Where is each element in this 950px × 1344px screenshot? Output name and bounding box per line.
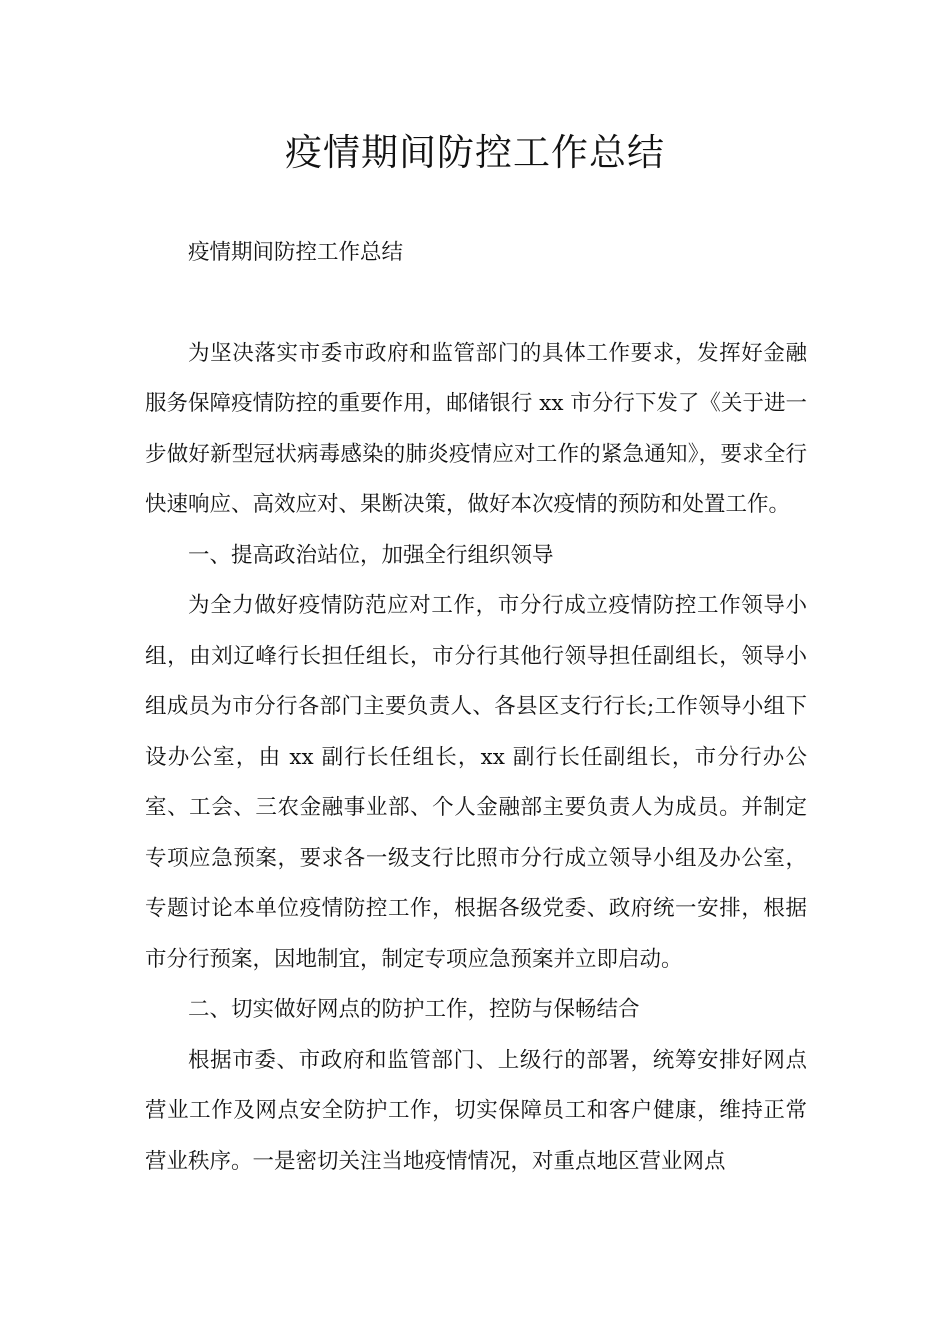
document-subtitle: 疫情期间防控工作总结 [188, 240, 404, 265]
paragraph-section-1: 为全力做好疫情防范应对工作，市分行成立疫情防控工作领导小组，由刘辽峰行长担任组长，市分行其他行领导担任副组长，领导小组成员为市分行各部门主要负责人、各县区支行行长;工作领导小组下设办公室，由 xx 副行长任组长，xx 副行长任副组长，市分行办公室、工会、三农金融事业部、个人金融部主要负责人为成员。并制定专项应急预案，要求各一级支行比照市分行成立领导小组及办公室，专题讨论本单位疫情防控工作，根据各级党委、政府统一安排，根据市分行预案，因地制宜，制定专项应急预案并立即启动。 [145, 593, 807, 972]
paragraph-intro: 为坚决落实市委市政府和监管部门的具体工作要求，发挥好金融服务保障疫情防控的重要作用，邮储银行 xx 市分行下发了《关于进一步做好新型冠状病毒感染的肺炎疫情应对工作的紧急通知》，要求全行快速响应、高效应对、果断决策，做好本次疫情的预防和处置工作。 [145, 340, 807, 517]
section-heading-2: 二、切实做好网点的防护工作，控防与保畅结合 [188, 997, 640, 1022]
document-title: 疫情期间防控工作总结 [285, 131, 665, 174]
paragraph-section-2: 根据市委、市政府和监管部门、上级行的部署，统筹安排好网点营业工作及网点安全防护工作，切实保障员工和客户健康，维持正常营业秩序。一是密切关注当地疫情情况，对重点地区营业网点 [145, 1047, 807, 1174]
section-heading-1: 一、提高政治站位，加强全行组织领导 [188, 542, 554, 568]
document-body [145, 228, 807, 1187]
